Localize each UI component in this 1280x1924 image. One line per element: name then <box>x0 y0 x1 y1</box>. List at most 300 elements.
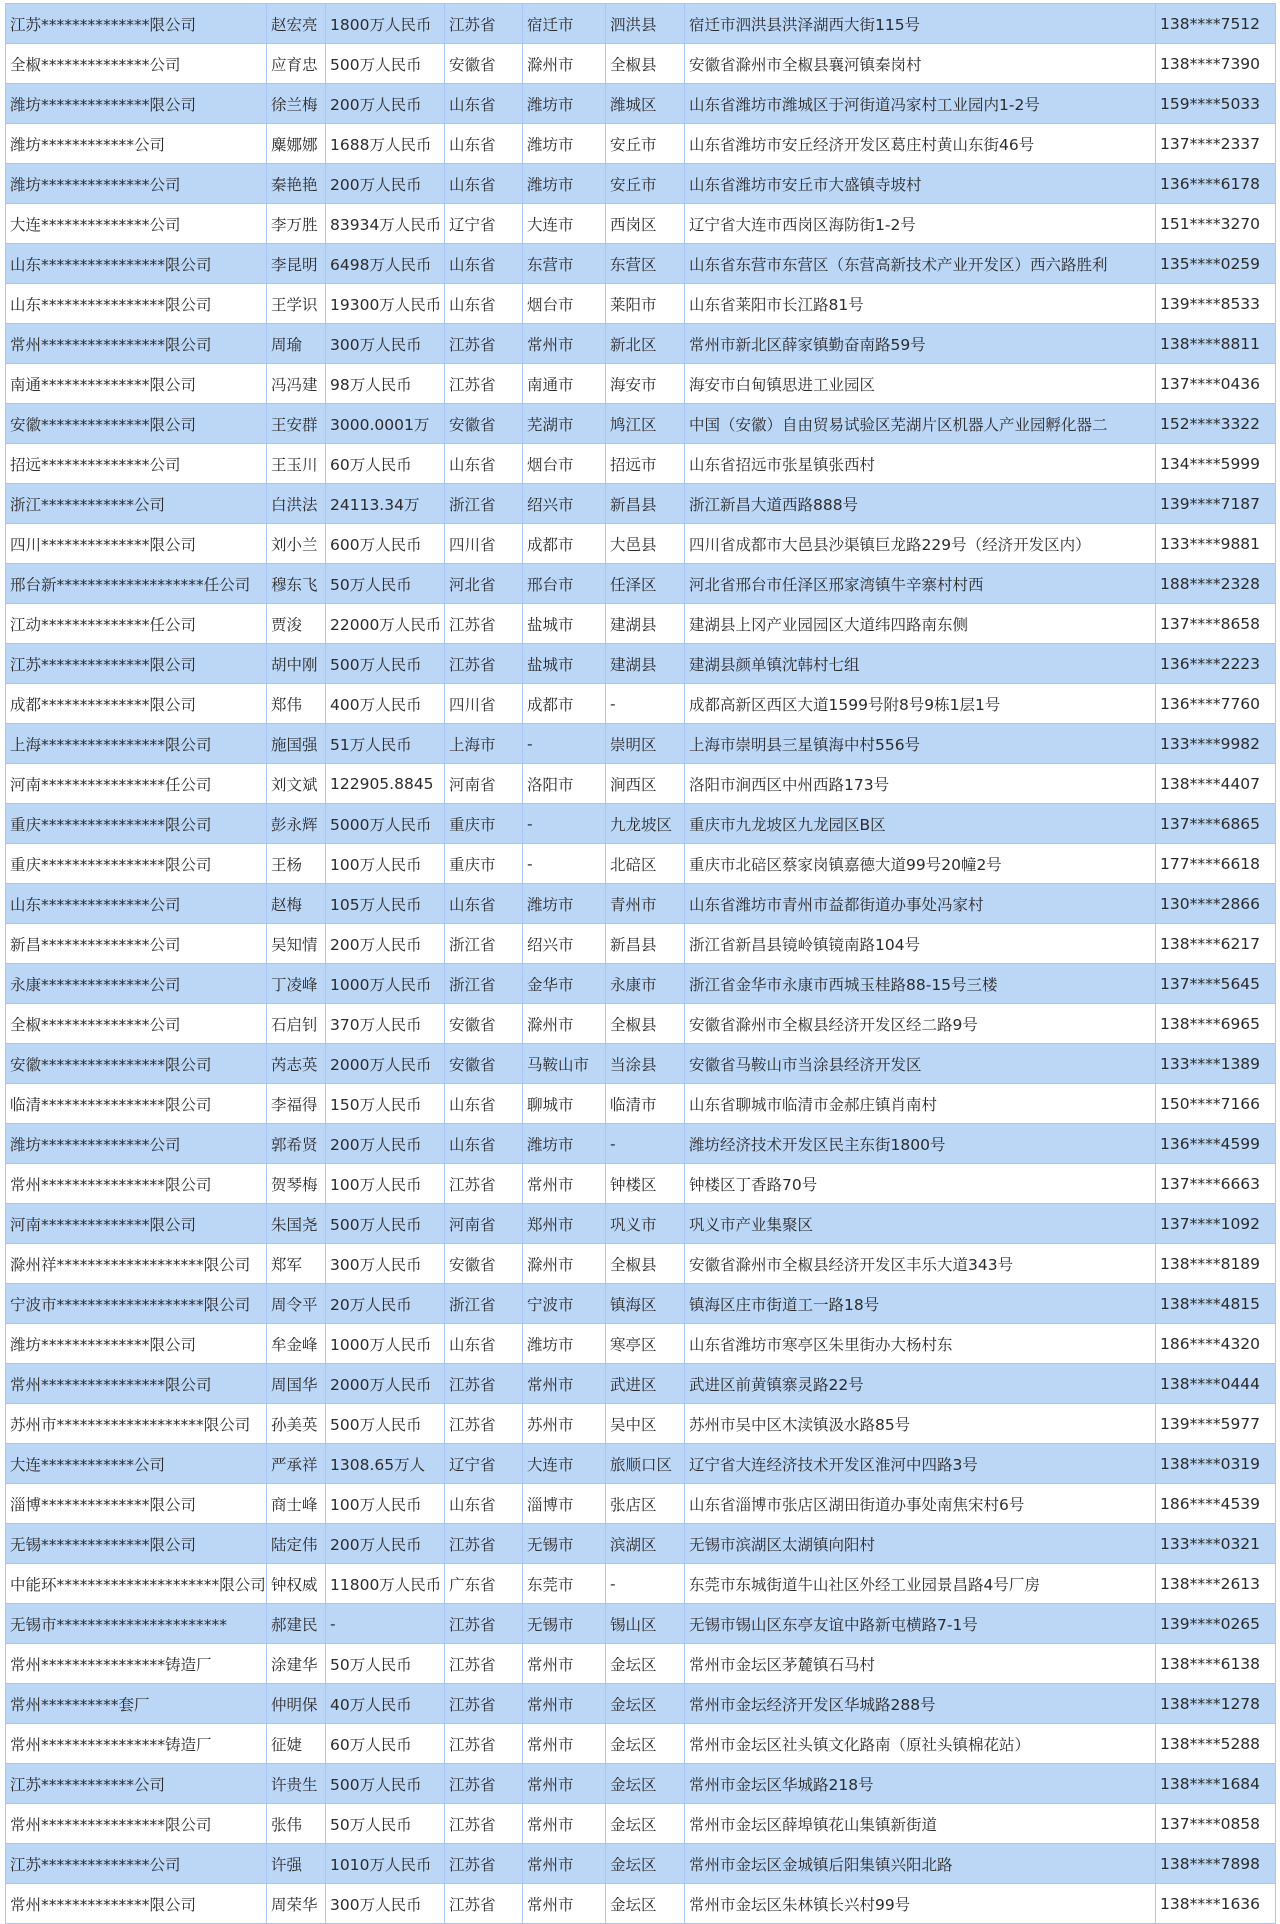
district-cell: 建湖县 <box>606 604 685 644</box>
contact-name-cell: 征婕 <box>267 1724 326 1764</box>
province-cell: 山东省 <box>445 1484 523 1524</box>
phone-cell: 136****2223 <box>1156 644 1276 684</box>
address-cell: 建湖县颜单镇沈韩村七组 <box>685 644 1156 684</box>
phone-cell: 138****1636 <box>1156 1884 1276 1924</box>
district-cell: 临清市 <box>606 1084 685 1124</box>
table-row <box>6 1004 1276 1044</box>
contact-name-cell: 王玉川 <box>267 444 326 484</box>
table-row <box>6 604 1276 644</box>
registered-capital-cell: - <box>326 1604 445 1644</box>
city-cell: 聊城市 <box>523 1084 606 1124</box>
registered-capital-cell: 500万人民币 <box>326 1204 445 1244</box>
registered-capital-cell: 83934万人民币 <box>326 204 445 244</box>
phone-cell: 139****8533 <box>1156 284 1276 324</box>
registered-capital-cell: 300万人民币 <box>326 1884 445 1924</box>
table-row <box>6 44 1276 84</box>
contact-name-cell: 周荣华 <box>267 1884 326 1924</box>
province-cell: 江苏省 <box>445 1724 523 1764</box>
address-cell: 苏州市吴中区木渎镇汲水路85号 <box>685 1404 1156 1444</box>
contact-name-cell: 王杨 <box>267 844 326 884</box>
phone-cell: 138****6965 <box>1156 1004 1276 1044</box>
address-cell: 安徽省滁州市全椒县经济开发区丰乐大道343号 <box>685 1244 1156 1284</box>
city-cell: 马鞍山市 <box>523 1044 606 1084</box>
company-name-cell: 江苏**************限公司 <box>6 644 267 684</box>
city-cell: 盐城市 <box>523 604 606 644</box>
company-name-cell: 常州****************限公司 <box>6 1364 267 1404</box>
company-name-cell: 重庆****************限公司 <box>6 804 267 844</box>
table-row <box>6 764 1276 804</box>
district-cell: - <box>606 1564 685 1604</box>
registered-capital-cell: 1800万人民币 <box>326 4 445 44</box>
contact-name-cell: 郑伟 <box>267 684 326 724</box>
registered-capital-cell: 200万人民币 <box>326 1524 445 1564</box>
company-name-cell: 中能环*********************限公司 <box>6 1564 267 1604</box>
table-row <box>6 124 1276 164</box>
phone-cell: 138****4815 <box>1156 1284 1276 1324</box>
registered-capital-cell: 400万人民币 <box>326 684 445 724</box>
table-row <box>6 884 1276 924</box>
city-cell: 成都市 <box>523 524 606 564</box>
contact-name-cell: 李福得 <box>267 1084 326 1124</box>
district-cell: 安丘市 <box>606 164 685 204</box>
district-cell: 金坛区 <box>606 1724 685 1764</box>
address-cell: 浙江新昌大道西路888号 <box>685 484 1156 524</box>
contact-name-cell: 钟权威 <box>267 1564 326 1604</box>
province-cell: 江苏省 <box>445 1164 523 1204</box>
contact-name-cell: 贺琴梅 <box>267 1164 326 1204</box>
address-cell: 钟楼区丁香路70号 <box>685 1164 1156 1204</box>
city-cell: 盐城市 <box>523 644 606 684</box>
district-cell: 崇明区 <box>606 724 685 764</box>
phone-cell: 152****3322 <box>1156 404 1276 444</box>
province-cell: 江苏省 <box>445 1404 523 1444</box>
address-cell: 山东省莱阳市长江路81号 <box>685 284 1156 324</box>
address-cell: 无锡市滨湖区太湖镇向阳村 <box>685 1524 1156 1564</box>
address-cell: 重庆市九龙坡区九龙园区B区 <box>685 804 1156 844</box>
province-cell: 山东省 <box>445 164 523 204</box>
province-cell: 安徽省 <box>445 1044 523 1084</box>
phone-cell: 137****2337 <box>1156 124 1276 164</box>
phone-cell: 137****0858 <box>1156 1804 1276 1844</box>
phone-cell: 137****0436 <box>1156 364 1276 404</box>
registered-capital-cell: 50万人民币 <box>326 1644 445 1684</box>
registered-capital-cell: 150万人民币 <box>326 1084 445 1124</box>
district-cell: 九龙坡区 <box>606 804 685 844</box>
company-name-cell: 江苏**************公司 <box>6 1844 267 1884</box>
phone-cell: 138****1278 <box>1156 1684 1276 1724</box>
address-cell: 常州市金坛区茅麓镇石马村 <box>685 1644 1156 1684</box>
company-name-cell: 常州****************铸造厂 <box>6 1644 267 1684</box>
table-row <box>6 1244 1276 1284</box>
registered-capital-cell: 200万人民币 <box>326 1124 445 1164</box>
province-cell: 辽宁省 <box>445 204 523 244</box>
address-cell: 浙江省新昌县镜岭镇镜南路104号 <box>685 924 1156 964</box>
city-cell: 苏州市 <box>523 1404 606 1444</box>
province-cell: 安徽省 <box>445 404 523 444</box>
address-cell: 成都高新区西区大道1599号附8号9栋1层1号 <box>685 684 1156 724</box>
city-cell: 东莞市 <box>523 1564 606 1604</box>
contact-name-cell: 许强 <box>267 1844 326 1884</box>
province-cell: 江苏省 <box>445 1804 523 1844</box>
address-cell: 山东省潍坊市青州市益都街道办事处冯家村 <box>685 884 1156 924</box>
address-cell: 山东省潍坊市寒亭区朱里街办大杨村东 <box>685 1324 1156 1364</box>
district-cell: 全椒县 <box>606 44 685 84</box>
city-cell: 宁波市 <box>523 1284 606 1324</box>
district-cell: 大邑县 <box>606 524 685 564</box>
table-row <box>6 1324 1276 1364</box>
province-cell: 辽宁省 <box>445 1444 523 1484</box>
contact-name-cell: 白洪法 <box>267 484 326 524</box>
province-cell: 河南省 <box>445 764 523 804</box>
district-cell: 武进区 <box>606 1364 685 1404</box>
table-row <box>6 1044 1276 1084</box>
address-cell: 河北省邢台市任泽区邢家湾镇牛辛寨村村西 <box>685 564 1156 604</box>
company-name-cell: 淄博**************限公司 <box>6 1484 267 1524</box>
registered-capital-cell: 1000万人民币 <box>326 1324 445 1364</box>
company-name-cell: 河南****************任公司 <box>6 764 267 804</box>
company-name-cell: 邢台新*******************任公司 <box>6 564 267 604</box>
registered-capital-cell: 200万人民币 <box>326 84 445 124</box>
registered-capital-cell: 100万人民币 <box>326 1164 445 1204</box>
city-cell: 绍兴市 <box>523 924 606 964</box>
city-cell: 洛阳市 <box>523 764 606 804</box>
phone-cell: 134****5999 <box>1156 444 1276 484</box>
contact-name-cell: 应育忠 <box>267 44 326 84</box>
contact-name-cell: 孙美英 <box>267 1404 326 1444</box>
company-table <box>5 3 1276 1924</box>
district-cell: 全椒县 <box>606 1244 685 1284</box>
address-cell: 安徽省滁州市全椒县襄河镇秦岗村 <box>685 44 1156 84</box>
province-cell: 浙江省 <box>445 964 523 1004</box>
registered-capital-cell: 2000万人民币 <box>326 1044 445 1084</box>
contact-name-cell: 周令平 <box>267 1284 326 1324</box>
phone-cell: 138****8189 <box>1156 1244 1276 1284</box>
contact-name-cell: 秦艳艳 <box>267 164 326 204</box>
registered-capital-cell: 200万人民币 <box>326 164 445 204</box>
city-cell: 烟台市 <box>523 284 606 324</box>
phone-cell: 130****2866 <box>1156 884 1276 924</box>
company-name-cell: 永康**************公司 <box>6 964 267 1004</box>
phone-cell: 136****4599 <box>1156 1124 1276 1164</box>
phone-cell: 138****8811 <box>1156 324 1276 364</box>
phone-cell: 138****2613 <box>1156 1564 1276 1604</box>
table-row <box>6 1284 1276 1324</box>
table-row <box>6 284 1276 324</box>
city-cell: 成都市 <box>523 684 606 724</box>
province-cell: 山东省 <box>445 124 523 164</box>
district-cell: - <box>606 684 685 724</box>
province-cell: 江苏省 <box>445 364 523 404</box>
address-cell: 安徽省滁州市全椒县经济开发区经二路9号 <box>685 1004 1156 1044</box>
city-cell: 常州市 <box>523 1764 606 1804</box>
city-cell: 常州市 <box>523 1364 606 1404</box>
address-cell: 潍坊经济技术开发区民主东街1800号 <box>685 1124 1156 1164</box>
company-name-cell: 潍坊**************限公司 <box>6 1324 267 1364</box>
district-cell: 金坛区 <box>606 1684 685 1724</box>
address-cell: 常州市新北区薛家镇勤奋南路59号 <box>685 324 1156 364</box>
address-cell: 东莞市东城街道牛山社区外经工业园景昌路4号厂房 <box>685 1564 1156 1604</box>
table-row <box>6 4 1276 44</box>
phone-cell: 151****3270 <box>1156 204 1276 244</box>
phone-cell: 137****5645 <box>1156 964 1276 1004</box>
phone-cell: 136****7760 <box>1156 684 1276 724</box>
province-cell: 江苏省 <box>445 324 523 364</box>
table-row <box>6 1444 1276 1484</box>
city-cell: 滁州市 <box>523 1244 606 1284</box>
district-cell: 莱阳市 <box>606 284 685 324</box>
district-cell: 海安市 <box>606 364 685 404</box>
contact-name-cell: 刘小兰 <box>267 524 326 564</box>
province-cell: 山东省 <box>445 884 523 924</box>
registered-capital-cell: 122905.8845 <box>326 764 445 804</box>
table-row <box>6 1844 1276 1884</box>
city-cell: 常州市 <box>523 1644 606 1684</box>
registered-capital-cell: 24113.34万 <box>326 484 445 524</box>
contact-name-cell: 王学识 <box>267 284 326 324</box>
phone-cell: 139****5977 <box>1156 1404 1276 1444</box>
district-cell: 鸠江区 <box>606 404 685 444</box>
district-cell: 安丘市 <box>606 124 685 164</box>
address-cell: 辽宁省大连经济技术开发区淮河中四路3号 <box>685 1444 1156 1484</box>
city-cell: 芜湖市 <box>523 404 606 444</box>
district-cell: 金坛区 <box>606 1804 685 1844</box>
phone-cell: 138****7390 <box>1156 44 1276 84</box>
company-name-cell: 新昌**************公司 <box>6 924 267 964</box>
city-cell: - <box>523 724 606 764</box>
district-cell: 西岗区 <box>606 204 685 244</box>
address-cell: 镇海区庄市街道工一路18号 <box>685 1284 1156 1324</box>
registered-capital-cell: 50万人民币 <box>326 1804 445 1844</box>
province-cell: 浙江省 <box>445 924 523 964</box>
city-cell: 大连市 <box>523 1444 606 1484</box>
address-cell: 建湖县上冈产业园园区大道纬四路南东侧 <box>685 604 1156 644</box>
table-row <box>6 1804 1276 1844</box>
phone-cell: 138****6217 <box>1156 924 1276 964</box>
district-cell: 涧西区 <box>606 764 685 804</box>
registered-capital-cell: 370万人民币 <box>326 1004 445 1044</box>
city-cell: 东营市 <box>523 244 606 284</box>
province-cell: 广东省 <box>445 1564 523 1604</box>
company-name-cell: 潍坊**************公司 <box>6 1124 267 1164</box>
province-cell: 山东省 <box>445 244 523 284</box>
phone-cell: 138****4407 <box>1156 764 1276 804</box>
registered-capital-cell: 40万人民币 <box>326 1684 445 1724</box>
registered-capital-cell: 5000万人民币 <box>326 804 445 844</box>
district-cell: 寒亭区 <box>606 1324 685 1364</box>
district-cell: 金坛区 <box>606 1884 685 1924</box>
registered-capital-cell: 20万人民币 <box>326 1284 445 1324</box>
table-row <box>6 1564 1276 1604</box>
address-cell: 山东省潍坊市安丘市大盛镇寺坡村 <box>685 164 1156 204</box>
table-row <box>6 964 1276 1004</box>
contact-name-cell: 贾浚 <box>267 604 326 644</box>
contact-name-cell: 许贵生 <box>267 1764 326 1804</box>
city-cell: 常州市 <box>523 1684 606 1724</box>
registered-capital-cell: 1688万人民币 <box>326 124 445 164</box>
registered-capital-cell: 60万人民币 <box>326 1724 445 1764</box>
company-name-cell: 大连**************公司 <box>6 204 267 244</box>
address-cell: 海安市白甸镇思进工业园区 <box>685 364 1156 404</box>
address-cell: 常州市金坛区金城镇后阳集镇兴阳北路 <box>685 1844 1156 1884</box>
city-cell: 无锡市 <box>523 1604 606 1644</box>
province-cell: 河北省 <box>445 564 523 604</box>
company-name-cell: 四川**************限公司 <box>6 524 267 564</box>
province-cell: 江苏省 <box>445 1364 523 1404</box>
phone-cell: 138****7512 <box>1156 4 1276 44</box>
province-cell: 山东省 <box>445 84 523 124</box>
registered-capital-cell: 98万人民币 <box>326 364 445 404</box>
contact-name-cell: 周瑜 <box>267 324 326 364</box>
table-row <box>6 844 1276 884</box>
address-cell: 安徽省马鞍山市当涂县经济开发区 <box>685 1044 1156 1084</box>
district-cell: 镇海区 <box>606 1284 685 1324</box>
table-row <box>6 1124 1276 1164</box>
province-cell: 四川省 <box>445 684 523 724</box>
company-name-cell: 山东****************限公司 <box>6 244 267 284</box>
phone-cell: 137****6865 <box>1156 804 1276 844</box>
province-cell: 山东省 <box>445 1084 523 1124</box>
table-row <box>6 1684 1276 1724</box>
city-cell: 常州市 <box>523 1164 606 1204</box>
contact-name-cell: 吴知情 <box>267 924 326 964</box>
district-cell: 旅顺口区 <box>606 1444 685 1484</box>
table-row <box>6 1364 1276 1404</box>
province-cell: 山东省 <box>445 1124 523 1164</box>
phone-cell: 137****8658 <box>1156 604 1276 644</box>
city-cell: 潍坊市 <box>523 164 606 204</box>
registered-capital-cell: 3000.0001万 <box>326 404 445 444</box>
contact-name-cell: 麋娜娜 <box>267 124 326 164</box>
district-cell: 招远市 <box>606 444 685 484</box>
contact-name-cell: 胡中刚 <box>267 644 326 684</box>
city-cell: 潍坊市 <box>523 84 606 124</box>
table-row <box>6 1764 1276 1804</box>
company-name-cell: 苏州市*******************限公司 <box>6 1404 267 1444</box>
company-name-cell: 常州**************限公司 <box>6 1884 267 1924</box>
registered-capital-cell: 500万人民币 <box>326 44 445 84</box>
contact-name-cell: 郝建民 <box>267 1604 326 1644</box>
company-name-cell: 大连************公司 <box>6 1444 267 1484</box>
contact-name-cell: 仲明保 <box>267 1684 326 1724</box>
province-cell: 山东省 <box>445 284 523 324</box>
registered-capital-cell: 19300万人民币 <box>326 284 445 324</box>
contact-name-cell: 陆定伟 <box>267 1524 326 1564</box>
province-cell: 四川省 <box>445 524 523 564</box>
table-row <box>6 444 1276 484</box>
city-cell: 常州市 <box>523 1724 606 1764</box>
registered-capital-cell: 300万人民币 <box>326 324 445 364</box>
phone-cell: 186****4320 <box>1156 1324 1276 1364</box>
company-name-cell: 常州****************限公司 <box>6 1804 267 1844</box>
address-cell: 常州市金坛区薛埠镇花山集镇新街道 <box>685 1804 1156 1844</box>
city-cell: 常州市 <box>523 1844 606 1884</box>
registered-capital-cell: 600万人民币 <box>326 524 445 564</box>
address-cell: 山东省聊城市临清市金郝庄镇肖南村 <box>685 1084 1156 1124</box>
company-name-cell: 江苏************公司 <box>6 1764 267 1804</box>
city-cell: 绍兴市 <box>523 484 606 524</box>
district-cell: 金坛区 <box>606 1764 685 1804</box>
address-cell: 常州市金坛经济开发区华城路288号 <box>685 1684 1156 1724</box>
table-row <box>6 724 1276 764</box>
district-cell: 新昌县 <box>606 484 685 524</box>
province-cell: 江苏省 <box>445 1884 523 1924</box>
company-name-cell: 安徽****************限公司 <box>6 1044 267 1084</box>
contact-name-cell: 郭希贤 <box>267 1124 326 1164</box>
phone-cell: 137****1092 <box>1156 1204 1276 1244</box>
province-cell: 江苏省 <box>445 1644 523 1684</box>
registered-capital-cell: 1000万人民币 <box>326 964 445 1004</box>
table-row <box>6 1204 1276 1244</box>
district-cell: 滨湖区 <box>606 1524 685 1564</box>
phone-cell: 150****7166 <box>1156 1084 1276 1124</box>
phone-cell: 133****9881 <box>1156 524 1276 564</box>
address-cell: 上海市崇明县三星镇海中村556号 <box>685 724 1156 764</box>
province-cell: 山东省 <box>445 1324 523 1364</box>
address-cell: 浙江省金华市永康市西城玉桂路88-15号三楼 <box>685 964 1156 1004</box>
city-cell: 常州市 <box>523 1884 606 1924</box>
province-cell: 江苏省 <box>445 1764 523 1804</box>
district-cell: 钟楼区 <box>606 1164 685 1204</box>
contact-name-cell: 郑军 <box>267 1244 326 1284</box>
company-name-cell: 常州****************铸造厂 <box>6 1724 267 1764</box>
contact-name-cell: 商士峰 <box>267 1484 326 1524</box>
registered-capital-cell: 60万人民币 <box>326 444 445 484</box>
address-cell: 山东省潍坊市安丘经济开发区葛庄村黄山东街46号 <box>685 124 1156 164</box>
address-cell: 辽宁省大连市西岗区海防街1-2号 <box>685 204 1156 244</box>
table-row <box>6 1884 1276 1924</box>
table-row <box>6 1084 1276 1124</box>
phone-cell: 138****0444 <box>1156 1364 1276 1404</box>
province-cell: 重庆市 <box>445 804 523 844</box>
contact-name-cell: 穆东飞 <box>267 564 326 604</box>
phone-cell: 135****0259 <box>1156 244 1276 284</box>
city-cell: 烟台市 <box>523 444 606 484</box>
contact-name-cell: 李昆明 <box>267 244 326 284</box>
district-cell: 新昌县 <box>606 924 685 964</box>
table-body <box>6 4 1276 1924</box>
company-name-cell: 全椒**************公司 <box>6 44 267 84</box>
phone-cell: 137****6663 <box>1156 1164 1276 1204</box>
company-name-cell: 无锡市********************** <box>6 1604 267 1644</box>
registered-capital-cell: 100万人民币 <box>326 844 445 884</box>
district-cell: 潍城区 <box>606 84 685 124</box>
company-name-cell: 常州****************限公司 <box>6 1164 267 1204</box>
company-name-cell: 江苏**************限公司 <box>6 4 267 44</box>
city-cell: 潍坊市 <box>523 884 606 924</box>
city-cell: 郑州市 <box>523 1204 606 1244</box>
phone-cell: 136****6178 <box>1156 164 1276 204</box>
table-row <box>6 1724 1276 1764</box>
registered-capital-cell: 11800万人民币 <box>326 1564 445 1604</box>
province-cell: 江苏省 <box>445 1604 523 1644</box>
table-row <box>6 1644 1276 1684</box>
district-cell: 青州市 <box>606 884 685 924</box>
company-name-cell: 常州****************限公司 <box>6 324 267 364</box>
contact-name-cell: 冯冯建 <box>267 364 326 404</box>
contact-name-cell: 彭永辉 <box>267 804 326 844</box>
contact-name-cell: 严承祥 <box>267 1444 326 1484</box>
city-cell: - <box>523 804 606 844</box>
phone-cell: 139****7187 <box>1156 484 1276 524</box>
company-name-cell: 成都**************限公司 <box>6 684 267 724</box>
province-cell: 上海市 <box>445 724 523 764</box>
company-name-cell: 招远**************公司 <box>6 444 267 484</box>
table-row <box>6 684 1276 724</box>
address-cell: 四川省成都市大邑县沙渠镇巨龙路229号（经济开发区内） <box>685 524 1156 564</box>
company-name-cell: 南通**************限公司 <box>6 364 267 404</box>
city-cell: 金华市 <box>523 964 606 1004</box>
address-cell: 山东省东营市东营区（东营高新技术产业开发区）西六路胜利 <box>685 244 1156 284</box>
